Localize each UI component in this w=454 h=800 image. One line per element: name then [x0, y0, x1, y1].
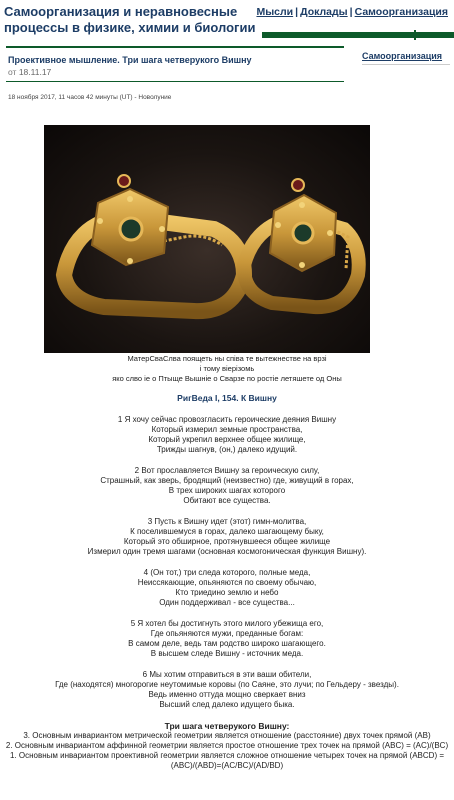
stanza-line: В высшем следе Вишну - источник меда.: [150, 649, 304, 658]
article-header-rule: [6, 81, 344, 82]
right-ring: [244, 179, 359, 307]
stanza-line: Высший след далеко идущего быка.: [159, 700, 295, 709]
site-header: [0, 0, 454, 40]
stanza-line: Кто триедино землю и небо: [175, 588, 279, 597]
date-value: 18.11.17: [18, 67, 52, 77]
top-nav: [256, 6, 448, 18]
header-accent-bar: [262, 32, 454, 38]
stanza-line: Трижды шагнув, (он,) далеко идущий.: [156, 445, 298, 454]
verse-title: РигВеда I, 154. К Вишну: [177, 393, 277, 403]
stanza-line: Один поддерживал - все существа...: [159, 598, 295, 607]
stanza-line: 3 Пусть к Вишну идет (этот) гимн-молитва,: [147, 517, 307, 526]
nav-separator: |: [349, 6, 353, 18]
stanza-4: [0, 568, 454, 608]
stanza-2: [0, 466, 454, 506]
stanza-line: Который это обширное, протянувшееся общее жилище: [123, 537, 331, 546]
sidebar-rule: [362, 64, 450, 65]
article-title[interactable]: Проективное мышление. Три шага четверукого Вишну: [8, 55, 252, 65]
stanza-3: [0, 517, 454, 557]
stanza-6: [0, 670, 454, 710]
stanza-line: Страшный, как зверь, бродящий (неизвестно) где, живущий в горах,: [100, 476, 354, 485]
rings-illustration: [44, 125, 370, 353]
invariant-point: 1. Основным инвариантом проективной геометрии является сложное отношение четырех точек на прямой (ABCD) = (ABC)/(ABD)=(AC/BC)/(AD/BD): [9, 751, 444, 770]
stanza-line: Обитают все существа.: [183, 496, 271, 505]
header-bar-marker: [414, 30, 416, 40]
stanza-line: Где опьяняются мужи, преданные богам:: [150, 629, 304, 638]
content-top-rule: [6, 46, 344, 48]
stanza-line: 1 Я хочу сейчас провозгласить героические деяния Вишну: [117, 415, 337, 424]
left-ring: [64, 175, 244, 311]
site-title[interactable]: Самоорганизация и неравновесные процессы в физике, химии и биологии: [4, 4, 256, 35]
stanza-line: Где (находятся) многорогие неутомимые коровы (по Саяне, это лучи; по Гельдеру - звезды).: [55, 680, 399, 689]
stanza-line: Который укрепил верхнее общее жилище,: [148, 435, 306, 444]
article-date: [8, 67, 51, 77]
invariant-point: 3. Основным инвариантом метрической геометрии является отношение (расстояние) двух точек прямой (AB): [23, 731, 431, 740]
stanza-line: Измерил один тремя шагами (основная космогоническая функция Вишну).: [87, 547, 367, 556]
stanza-line: В самом деле, ведь там родство широко шагающего.: [128, 639, 326, 648]
stanza-1: [0, 415, 454, 455]
stanza-line: Ведь именно оттуда мощно сверкает вниз: [148, 690, 306, 699]
nav-link-self-organization[interactable]: Самоорганизация: [354, 6, 448, 18]
stanza-line: 6 Мы хотим отправиться в эти ваши обители,: [142, 670, 312, 679]
article-photo: [44, 125, 370, 353]
nav-link-reports[interactable]: Доклады: [300, 6, 348, 18]
article-meta: 18 ноября 2017, 11 часов 42 минуты (UT) - Новолуние: [8, 94, 172, 101]
stanza-line: Который измерил земные пространства,: [151, 425, 303, 434]
stanza-line: Неиссякающие, опьяняются по своему обычаю,: [137, 578, 317, 587]
nav-separator: |: [295, 6, 299, 18]
invariant-point: 2. Основным инвариантом аффинной геометрии является простое отношение трех точек на прямой (ABC) = (AC)/(BC): [5, 741, 449, 750]
stanza-5: [0, 619, 454, 659]
stanza-line: К поселившемуся в горах, далеко шагающему быку,: [130, 527, 324, 536]
date-prefix: от: [8, 67, 17, 77]
stanza-line: 2 Вот прославляется Вишну за героическую силу,: [134, 466, 320, 475]
caption-line: МатерСваСлва поящеть ны співа те вытежнестве на врзі: [127, 354, 327, 363]
sidebar-title[interactable]: Самоорганизация: [362, 51, 443, 61]
caption-line: і тому віерізомь: [199, 364, 255, 373]
steps-heading: Три шага четверукого Вишну:: [164, 721, 290, 731]
caption-line: яко слво іе о Птыще Вышніе о Сварзе по ростіе летяшете од Оны: [112, 374, 342, 383]
stanza-line: 4 (Он тот,) три следа которого, полные меда,: [143, 568, 311, 577]
article-body: [0, 354, 454, 771]
stanza-line: В трех широких шагах которого: [168, 486, 286, 495]
nav-link-thoughts[interactable]: Мысли: [256, 6, 294, 18]
stanza-line: 5 Я хотел бы достигнуть этого милого убежища его,: [130, 619, 324, 628]
